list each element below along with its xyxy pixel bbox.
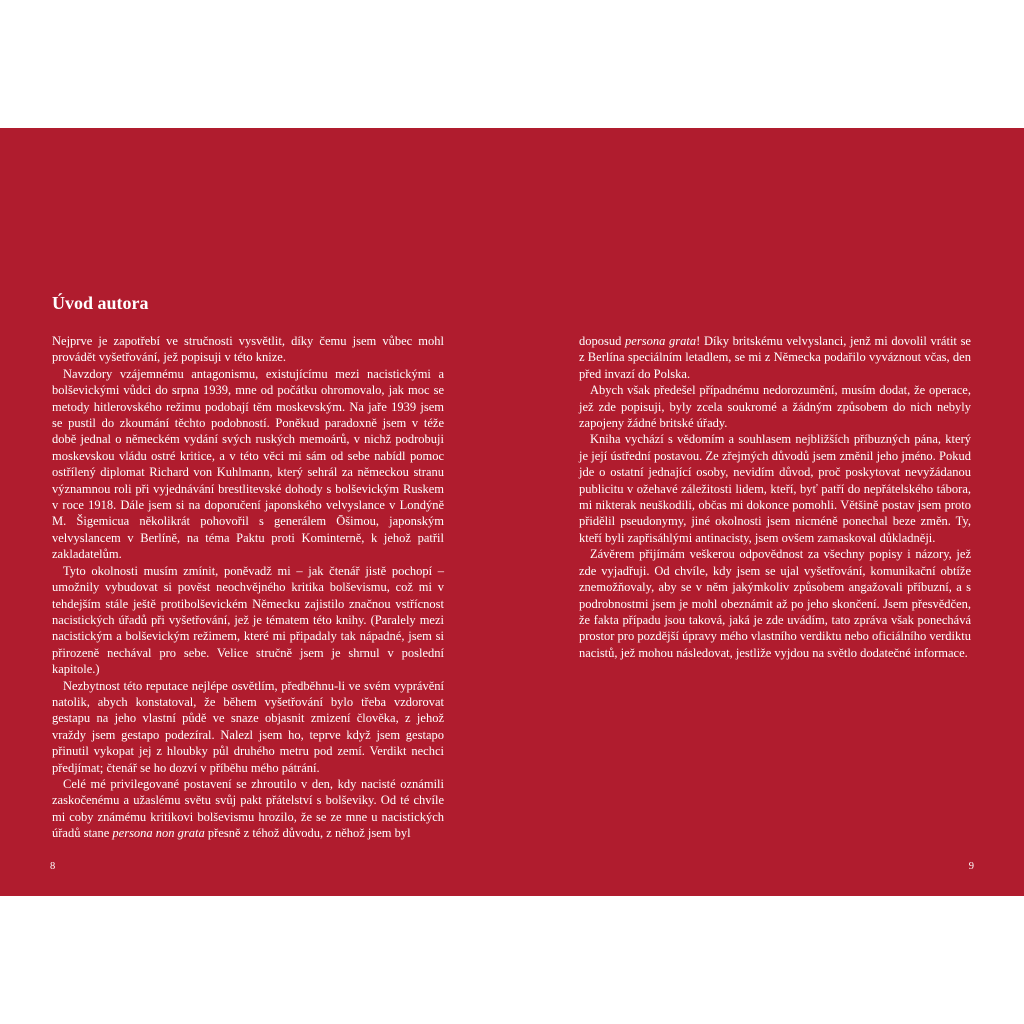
text-run: Závěrem přijímám veškerou odpovědnost za všechny popisy i názory, jež zde vyjadřuji. Od chvíle, kdy jsem se ujal vyšetřování, komunikační obtíže znemožňovaly, aby se v něm jakýmkoliv způsobem angažovali příbuzní, a s podrobnostmi jsem je mohl obeznámit až po jeho skončení. Jsem přesvědčen, že fakta případu jsou taková, jaká je zde uvádím, tato zpráva však ponechává prostor pro pozdější úpravy mého vlastního verdiktu nebo oficiálního verdiktu nacistů, jež mohou následovat, jestliže vyjdou na světlo dodatečné informace. [579,547,971,660]
left-page [0,128,512,896]
chapter-heading: Úvod autora [52,293,149,313]
text-run: Abych však předešel případnému nedorozumění, musím dodat, že operace, jež zde popisuji, byly zcela soukromé a žádným způsobem do nich nebyly zapojeny žádné britské úřady. [579,383,971,431]
text-run: Nejprve je zapotřebí ve stručnosti vysvětlit, díky čemu jsem vůbec mohl provádět vyšetřování, jež popisuji v této knize. [52,334,444,365]
right-page [512,128,1024,896]
text-run: Tyto okolnosti musím zmínit, poněvadž mi – jak čtenář jistě pochopí – umožnily vybudovat si pověst neochvějného kritika bolševismu, což mi v tehdejším stále ještě protibolševickém Německu zajistilo značnou vstřícnost nacistických úřadů při vyšetřování, jež je tématem této knihy. (Paralely mezi nacistickým a bolševickým režimem, které mi připadaly tak nápadné, jsem si přirozeně nechával pro sebe. Velice stručně jsem je shrnul v poslední kapitole.) [52,563,444,677]
paragraph [579,382,971,431]
text-run: ! Díky britskému velvyslanci, jenž mi dovolil vrátit se z Berlína speciálním letadlem, se mi z Německa podařilo vyváznout včas, den před invazí do Polska. [579,334,971,381]
paragraph [52,366,444,563]
text-run: Navzdory vzájemnému antagonismu, existujícímu mezi nacistickými a bolševickými vůdci do srpna 1939, mne od počátku ohromovalo, jak moc se metody hitlerovského režimu podobají těm moskevským. Na jaře 1939 jsem se pustil do zkoumání těchto podobností. Poněkud paradoxně jsem v téže době jednal o německém vydání svých ruských memoárů, v nichž podrobuji moskevskou vládu ostré kritice, a v této věci mi sám od sebe nabídl pomoc ostřílený diplomat Richard von Kuhlmann, který sehrál za německou stranu významnou roli při vyjednávání brestlitevské dohody s bolševickým Ruskem v roce 1918. Dále jsem si na doporučení japonského velvyslance v Londýně M. Šigemicua několikrát pohovořil s generálem Ōšimou, japonským velvyslancem v Berlíně, na téma Paktu proti Kominterně, k jehož patřil zakladatelům. [52,366,444,562]
book-spread [0,128,1024,896]
paragraph [579,431,971,546]
page-number-right: 9 [968,861,974,872]
left-text-column [52,333,444,842]
italic-text: persona grata [625,334,697,348]
paragraph [52,563,444,678]
paragraph [52,776,444,842]
text-run: doposud [579,334,626,348]
paragraph [52,333,444,366]
italic-text: persona non grata [112,826,205,841]
paragraph [579,333,971,382]
paragraph [52,678,444,776]
text-run: Kniha vychází s vědomím a souhlasem nejbližších příbuzných pána, který je její ústřední postavou. Ze zřejmých důvodů jsem změnil jeho jméno. Pokud jde o ostatní jednající osoby, nevidím důvod, proč poskytovat nevyžádanou publicitu v ožehavé záležitosti lidem, kteří, byť patří do nepřátelského tábora, mi nikterak neuškodili, občas mi dokonce pomohli. Většině postav jsem proto přidělil pseudonymy, jiné okolnosti jsem nicméně ponechal beze změn. Ty, kteří byli zapřisáhlými antinacisty, jsem ovšem zamaskoval důkladněji. [579,432,971,545]
right-text-column [579,333,971,661]
text-run: Celé mé privilegované postavení se zhroutilo v den, kdy nacisté oznámili zaskočenému a užaslému světu svůj pakt přátelství s bolševiky. Od té chvíle mi coby známému kritikovi bolševismu hrozilo, že se ze mne u nacistických úřadů stane [52,776,444,841]
text-run: Nezbytnost této reputace nejlépe osvětlím, předběhnu-li ve svém vyprávění natolik, abych konstatoval, že během vyšetřování bylo třeba vzdorovat gestapu na jeho vlastní půdě ve snaze objasnit zmizení člověka, z jehož vraždy jsem gestapo podezíral. Nalezl jsem ho, teprve když jsem gestapo přinutil vykopat jej z hloubky půl druhého metru pod zemí. Verdikt nechci předjímat; čtenář se ho dozví v příběhu mého pátrání. [52,678,444,775]
page-number-left: 8 [50,861,56,872]
text-run: přesně z téhož důvodu, z něhož jsem byl [204,826,411,841]
paragraph [579,546,971,661]
